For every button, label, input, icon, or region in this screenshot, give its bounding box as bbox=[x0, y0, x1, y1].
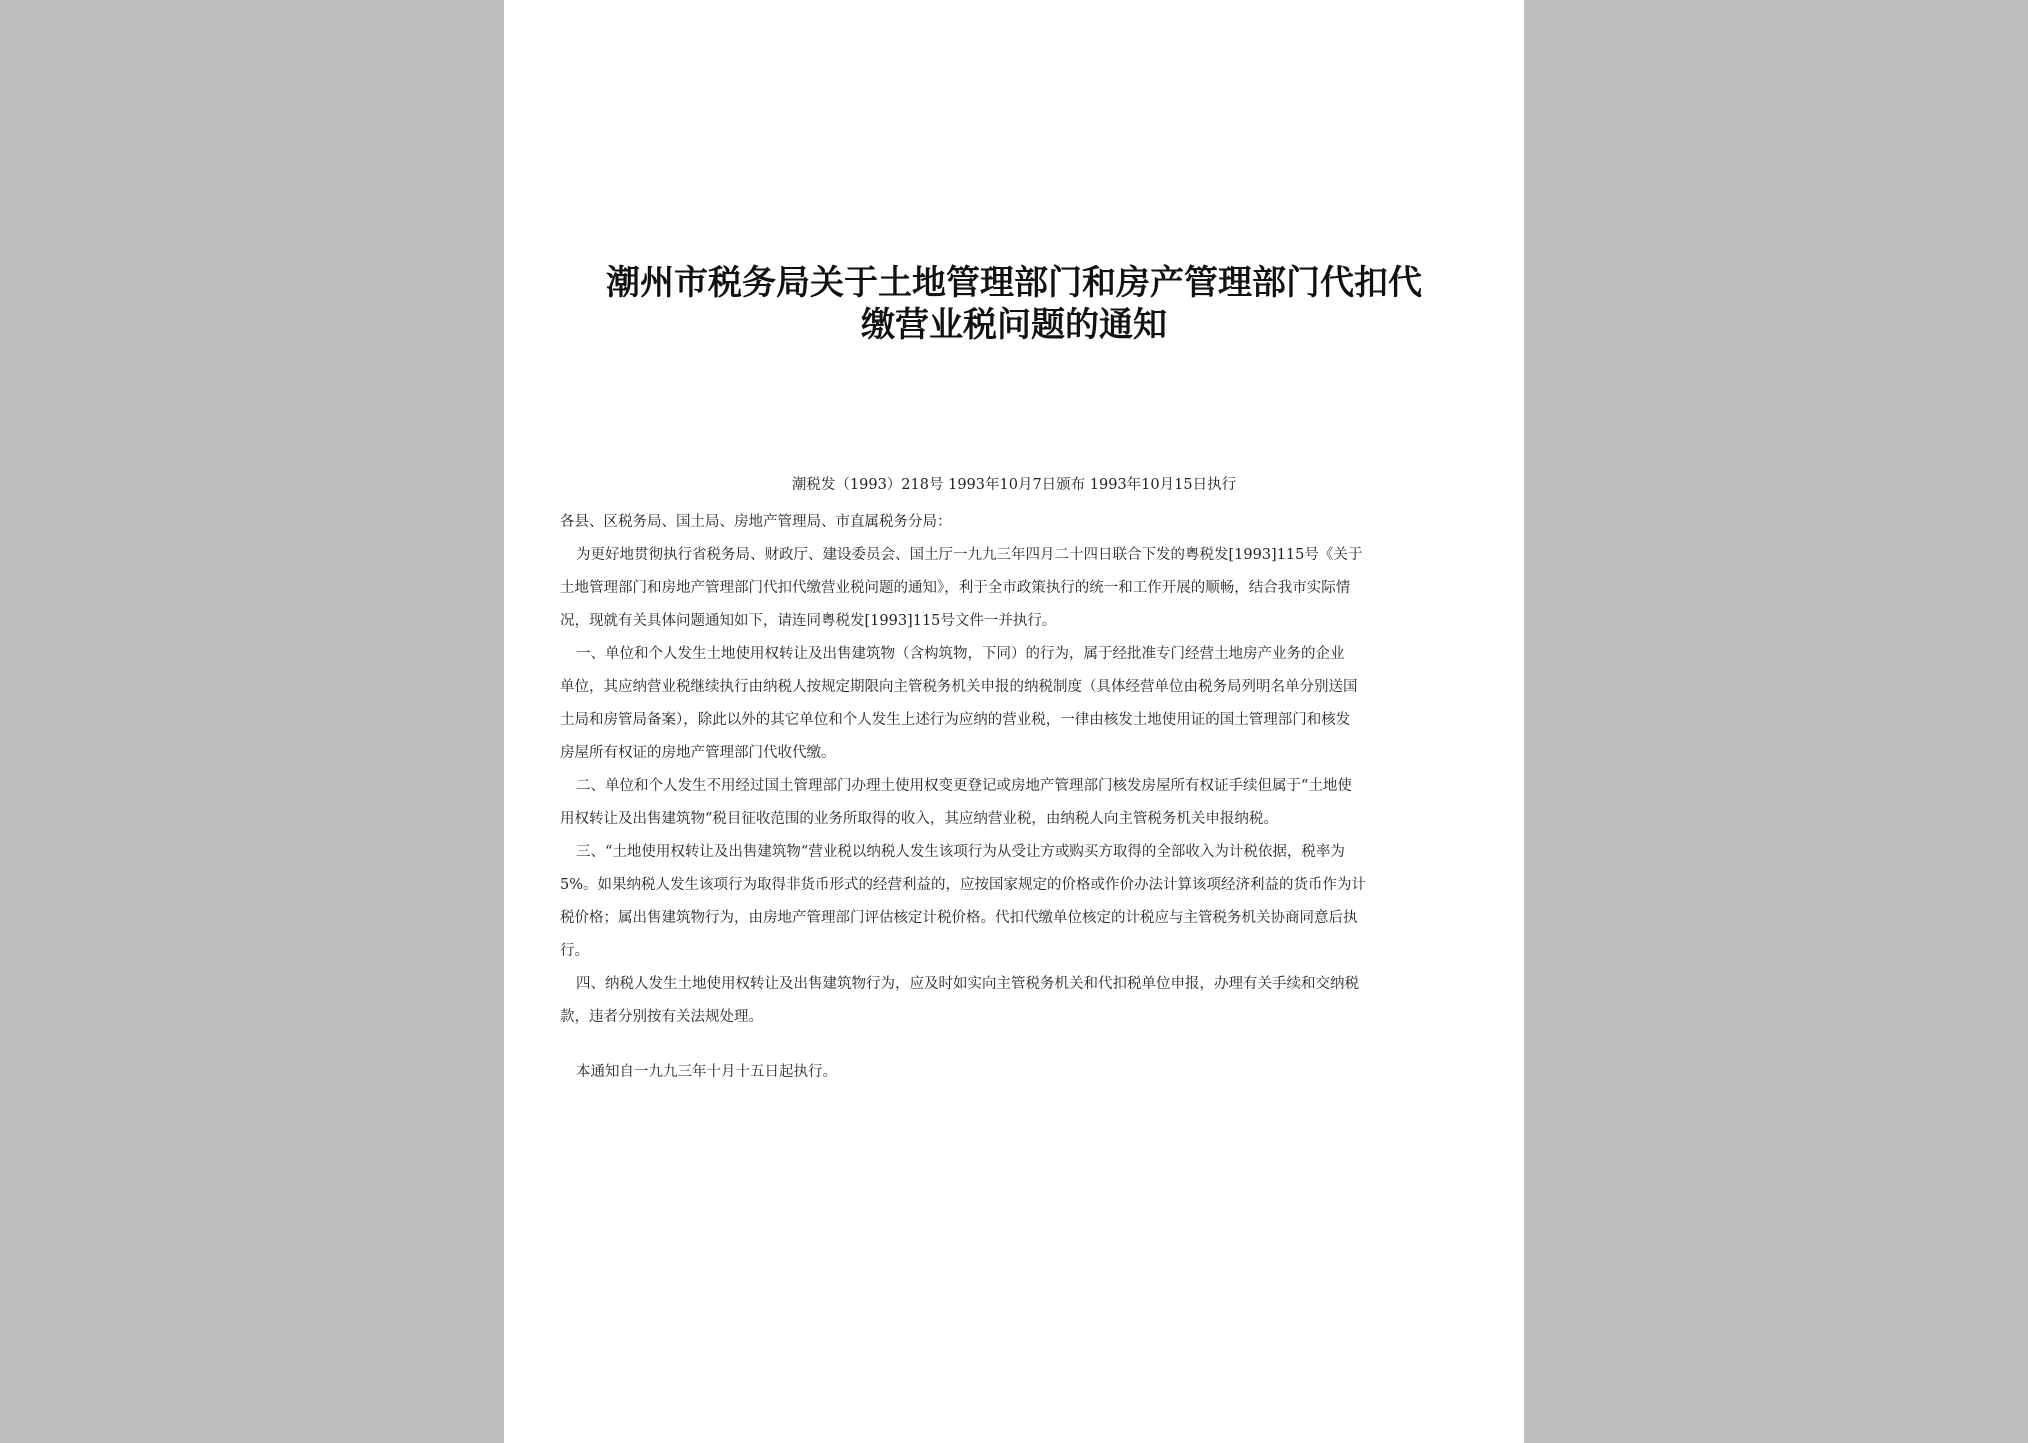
title-line-1: 潮州市税务局关于土地管理部门和房产管理部门代扣代 bbox=[606, 263, 1422, 303]
closing-line: 本通知自一九九三年十月十五日起执行。 bbox=[576, 1064, 837, 1080]
addressee-line: 各县、区税务局、国土局、房地产管理局、市直属税务分局： bbox=[560, 514, 952, 530]
body-line: 二、单位和个人发生不用经过国土管理部门办理土使用权变更登记或房地产管理部门核发房屋所有权证手续但属于“土地使 bbox=[576, 778, 1352, 794]
title-line-2: 缴营业税问题的通知 bbox=[861, 305, 1167, 345]
document-page bbox=[504, 0, 1524, 1443]
body-line: 5%。如果纳税人发生该项行为取得非货币形式的经营利益的，应按国家规定的价格或作价办法计算该项经济利益的货币作为计 bbox=[560, 877, 1366, 893]
body-line: 用权转让及出售建筑物“税目征收范围的业务所取得的收入，其应纳营业税，由纳税人向主管税务机关申报纳税。 bbox=[560, 811, 1278, 827]
body-line: 况，现就有关具体问题通知如下，请连同粤税发[1993]115号文件一并执行。 bbox=[560, 613, 1057, 629]
issuance-info: 潮税发（1993）218号 1993年10月7日颁布 1993年10月15日执行 bbox=[791, 477, 1237, 493]
body-line: 房屋所有权证的房地产管理部门代收代缴。 bbox=[560, 745, 836, 761]
document-title bbox=[564, 262, 1464, 346]
body-line: 土地管理部门和房地产管理部门代扣代缴营业税问题的通知》，利于全市政策执行的统一和工作开展的顺畅，结合我市实际情 bbox=[560, 580, 1351, 596]
body-line: 款，违者分别按有关法规处理。 bbox=[560, 1009, 763, 1025]
body-line: 为更好地贯彻执行省税务局、财政厅、建设委员会、国土厅一九九三年四月二十四日联合下发的粤税发[1993]115号《关于 bbox=[576, 547, 1363, 563]
body-line: 单位，其应纳营业税继续执行由纳税人按规定期限向主管税务机关申报的纳税制度（具体经营单位由税务局列明名单分别送国 bbox=[560, 679, 1358, 695]
body-line: 土局和房管局备案），除此以外的其它单位和个人发生上述行为应纳的营业税，一律由核发土地使用证的国土管理部门和核发 bbox=[560, 712, 1351, 728]
body-line: 三、“土地使用权转让及出售建筑物“营业税以纳税人发生该项行为从受让方或购买方取得的全部收入为计税依据，税率为 bbox=[576, 844, 1345, 860]
body-line: 税价格；属出售建筑物行为，由房地产管理部门评估核定计税价格。代扣代缴单位核定的计税应与主管税务机关协商同意后执 bbox=[560, 910, 1358, 926]
body-line: 行。 bbox=[560, 943, 589, 959]
body-line: 四、纳税人发生土地使用权转让及出售建筑物行为，应及时如实向主管税务机关和代扣税单位申报，办理有关手续和交纳税 bbox=[576, 976, 1359, 992]
body-line: 一、单位和个人发生土地使用权转让及出售建筑物（含构筑物，下同）的行为，属于经批准专门经营土地房产业务的企业 bbox=[576, 646, 1345, 662]
document-body bbox=[560, 506, 1470, 1089]
